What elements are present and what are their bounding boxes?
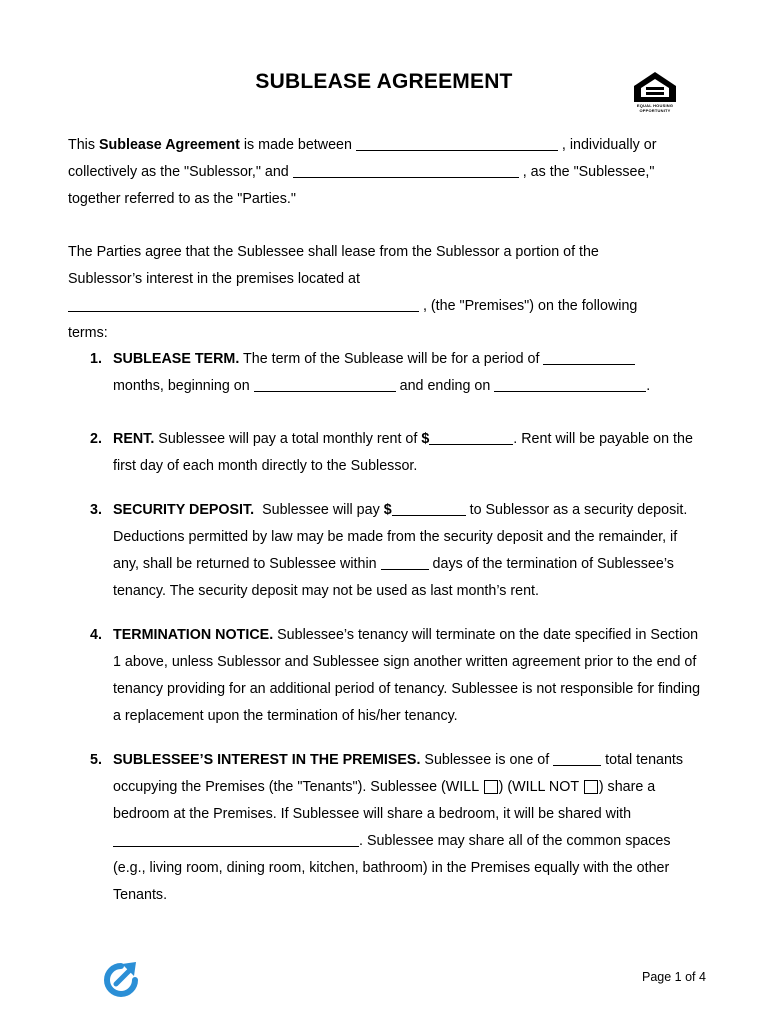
page-number: Page 1 of 4	[642, 970, 706, 984]
start-date-blank[interactable]	[254, 376, 396, 392]
deposit-amount-blank[interactable]	[392, 500, 466, 516]
monthly-rent-blank[interactable]	[429, 429, 513, 445]
document-title: SUBLEASE AGREEMENT	[255, 70, 513, 93]
premises-address-blank[interactable]	[68, 296, 419, 312]
section-termination-notice: 4. TERMINATION NOTICE. Sublessee’s tenancy will terminate on the date specified in Section 1 above, unless Sublessor and Sublessee sign another written agreement prior to the end of tenancy providing for an additional period of tenancy. Sublessee is not responsible for finding a replacement upon the termination of his/her tenancy.	[90, 627, 701, 724]
end-date-blank[interactable]	[494, 376, 646, 392]
will-not-share-checkbox[interactable]	[584, 780, 598, 794]
section-sublessee-interest: 5. SUBLESSEE’S INTEREST IN THE PREMISES. Sublessee is one of total tenants occupying the Premises (the "Tenants"). Sublessee (WILL ) (WILL NOT ) share a bedroom at the Premises. If Sublessee will share a bedroom, it will be shared with . Sublessee may share all of the common spaces (e.g., living room, dining room, kitchen, bathroom) in the Premises equally with the other Tenants.	[90, 752, 684, 903]
premises-paragraph: The Parties agree that the Sublessee shall lease from the Sublessor a portion of the Sublessor’s interest in the premises located at , (the "Premises") on the following terms:	[68, 244, 638, 341]
intro-paragraph: This Sublease Agreement is made between , individually or collectively as the "Sublessor," and , as the "Sublessee," together referred to as the "Parties."	[68, 137, 657, 207]
shared-with-blank[interactable]	[113, 831, 359, 847]
return-days-blank[interactable]	[381, 554, 429, 570]
equal-housing-label: EQUAL HOUSING OPPORTUNITY	[636, 103, 674, 113]
will-share-checkbox[interactable]	[484, 780, 498, 794]
sublessor-name-blank[interactable]	[356, 135, 558, 151]
section-rent: 2. RENT. Sublessee will pay a total monthly rent of $ . Rent will be payable on the first day of each month directly to the Sublessor.	[90, 431, 693, 474]
section-security-deposit: 3. SECURITY DEPOSIT. Sublessee will pay $ to Sublessor as a security deposit. Deductions permitted by law may be made from the security deposit and the remainder, if any, shall be returned to Sublessee within days of the termination of Sublessee’s tenancy. The security deposit may not be used as last month’s rent.	[90, 502, 688, 599]
tenant-count-blank[interactable]	[553, 750, 601, 766]
sublessee-name-blank[interactable]	[293, 162, 519, 178]
section-sublease-term: 1. SUBLEASE TERM. The term of the Sublease will be for a period of months, beginning on and ending on .	[90, 351, 651, 394]
eforms-logo-icon	[102, 958, 140, 1000]
term-months-blank[interactable]	[543, 349, 635, 365]
